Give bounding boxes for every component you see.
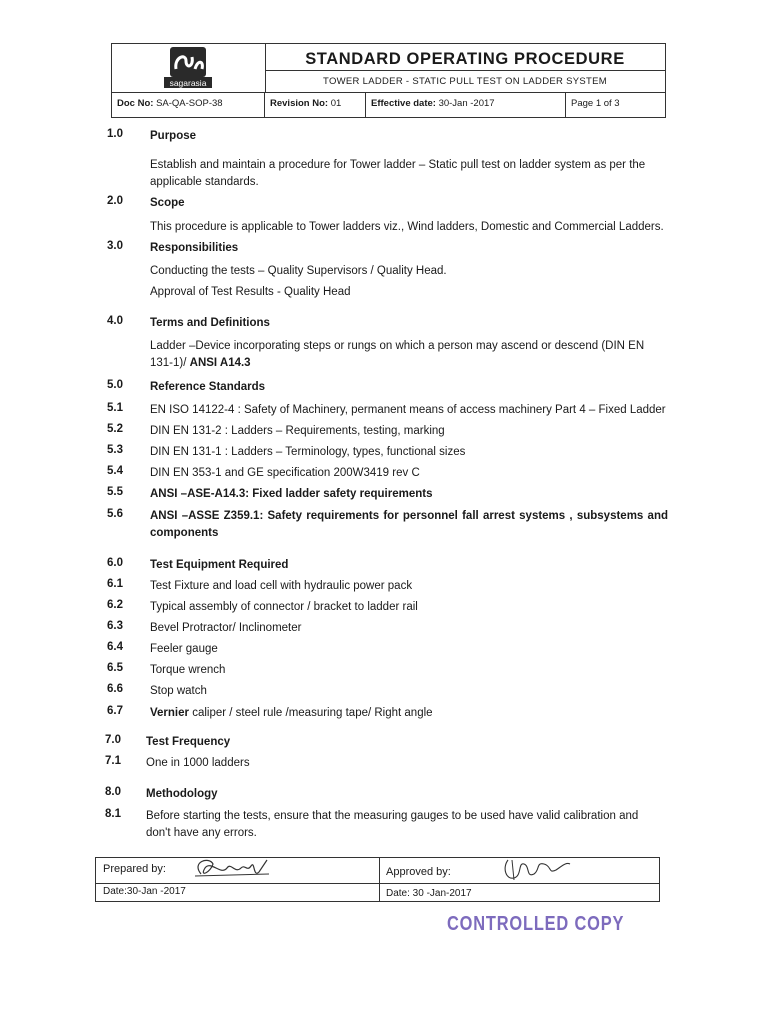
revision-cell: Revision No: 01	[265, 93, 366, 118]
svg-text:sagarasia: sagarasia	[169, 78, 207, 88]
item-number: 6.1	[107, 578, 123, 590]
responsibility-line: Approval of Test Results - Quality Head	[150, 286, 351, 298]
section-heading-scope: Scope	[150, 197, 185, 209]
section-heading-methodology: Methodology	[146, 788, 218, 800]
equipment-item: Torque wrench	[150, 664, 226, 676]
purpose-text: Establish and maintain a procedure for Tower ladder – Static pull test on ladder system as per the applicable standards.	[150, 159, 646, 188]
item-number: 5.5	[107, 486, 123, 498]
reference-item: ANSI –ASE-A14.3: Fixed ladder safety requirements	[150, 488, 433, 500]
item-number: 6.6	[107, 683, 123, 695]
reference-item: EN ISO 14122-4 : Safety of Machinery, permanent means of access machinery Part 4 – Fixed Ladder	[150, 404, 666, 416]
section-heading-responsibilities: Responsibilities	[150, 242, 239, 254]
section-number: 7.0	[105, 734, 121, 746]
prepared-date: Date:30-Jan -2017	[103, 886, 186, 897]
reference-item: DIN EN 353-1 and GE specification 200W3419 rev C	[150, 467, 420, 479]
equipment-item: Vernier caliper / steel rule /measuring tape/ Right angle	[150, 707, 433, 719]
item-number: 6.2	[107, 599, 123, 611]
item-number: 5.4	[107, 465, 123, 477]
section-heading-test-equipment: Test Equipment Required	[150, 559, 289, 571]
section-heading-test-frequency: Test Frequency	[146, 736, 231, 748]
equipment-item: Stop watch	[150, 685, 207, 697]
item-number: 6.5	[107, 662, 123, 674]
sagarasia-logo	[162, 47, 218, 89]
reference-item: DIN EN 131-1 : Ladders – Terminology, types, functional sizes	[150, 446, 466, 458]
logo-cell	[112, 44, 266, 92]
item-number: 5.6	[107, 508, 123, 520]
reference-item: DIN EN 131-2 : Ladders – Requirements, testing, marking	[150, 425, 445, 437]
section-number: 6.0	[107, 557, 123, 569]
terms-text: Ladder –Device incorporating steps or rungs on which a person may ascend or descend (DIN EN 131-1)/ ANSI A14.3	[150, 340, 645, 369]
reference-item: ANSI –ASSE Z359.1: Safety requirements for personnel fall arrest systems , subsystems and components	[150, 510, 668, 539]
item-number: 7.1	[105, 755, 121, 767]
section-heading-purpose: Purpose	[150, 130, 197, 142]
item-number: 5.2	[107, 423, 123, 435]
methodology-item: Before starting the tests, ensure that the measuring gauges to be used have valid calibration and don't have any errors.	[146, 810, 639, 839]
section-heading-terms: Terms and Definitions	[150, 317, 270, 329]
doc-no: SA-QA-SOP-38	[156, 98, 223, 109]
item-number: 6.4	[107, 641, 123, 653]
controlled-copy-stamp: CONTROLLED COPY	[447, 913, 625, 935]
section-number: 5.0	[107, 379, 123, 391]
document-subtitle: TOWER LADDER - STATIC PULL TEST ON LADDER SYSTEM	[323, 76, 607, 87]
approver-signature	[500, 854, 580, 886]
item-number: 6.3	[107, 620, 123, 632]
signature-table	[95, 857, 660, 902]
frequency-item: One in 1000 ladders	[146, 757, 250, 769]
prepared-by-label: Prepared by:	[103, 863, 166, 875]
effective-date-cell: Effective date: 30-Jan -2017	[366, 93, 566, 118]
section-number: 4.0	[107, 315, 123, 327]
equipment-item: Typical assembly of connector / bracket to ladder rail	[150, 601, 418, 613]
section-number: 2.0	[107, 195, 123, 207]
doc-no-cell: Doc No: SA-QA-SOP-38	[112, 93, 265, 118]
header-info-row	[112, 92, 665, 118]
effective-date: 30-Jan -2017	[438, 98, 495, 109]
preparer-signature	[181, 854, 291, 886]
item-number: 5.1	[107, 402, 123, 414]
section-number: 8.0	[105, 786, 121, 798]
item-number: 6.7	[107, 705, 123, 717]
section-heading-reference-standards: Reference Standards	[150, 381, 266, 393]
approved-by-label: Approved by:	[386, 866, 451, 878]
equipment-item: Test Fixture and load cell with hydraulic power pack	[150, 580, 413, 592]
revision: 01	[330, 98, 342, 109]
item-number: 5.3	[107, 444, 123, 456]
document-header	[111, 43, 666, 118]
document-title: STANDARD OPERATING PROCEDURE	[305, 50, 625, 68]
item-number: 8.1	[105, 808, 121, 820]
equipment-item: Feeler gauge	[150, 643, 218, 655]
section-number: 3.0	[107, 240, 123, 252]
approved-date: Date: 30 -Jan-2017	[386, 888, 472, 899]
section-number: 1.0	[107, 128, 123, 140]
title-cell	[265, 44, 665, 92]
scope-text: This procedure is applicable to Tower ladders viz., Wind ladders, Domestic and Commercial Ladders.	[150, 221, 664, 233]
responsibility-line: Conducting the tests – Quality Supervisors / Quality Head.	[150, 265, 447, 277]
equipment-item: Bevel Protractor/ Inclinometer	[150, 622, 302, 634]
page-number: Page 1 of 3	[571, 98, 620, 109]
